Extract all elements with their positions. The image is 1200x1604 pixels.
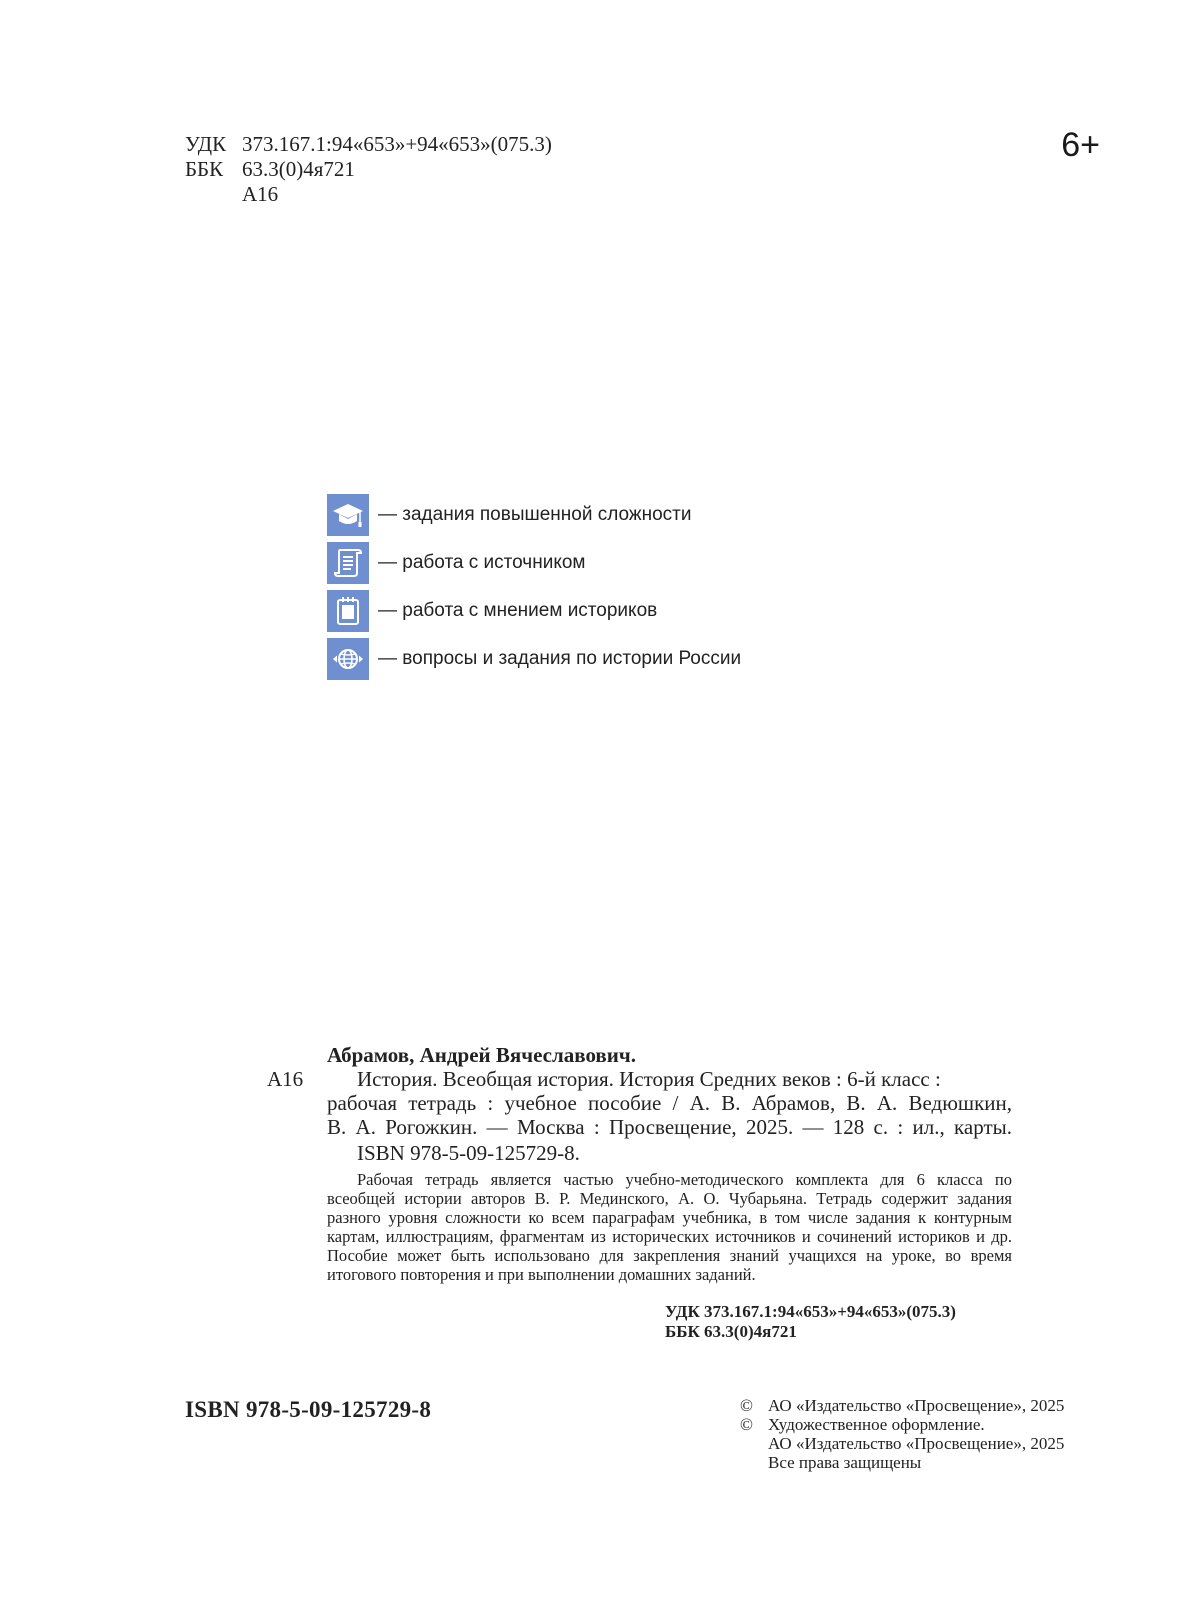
- udc-row: [185, 132, 552, 157]
- copyright-text: АО «Издательство «Просвещение», 2025: [768, 1396, 1065, 1415]
- bottom-bbk: ББК 63.3(0)4я721: [665, 1321, 797, 1341]
- bbk-row: [185, 157, 552, 182]
- notebook-icon: [327, 590, 369, 632]
- author-mark: А16: [242, 182, 279, 206]
- graduation-cap-icon: [327, 494, 369, 536]
- bottom-classification-codes: [327, 1302, 1012, 1341]
- title-line: История. Всеобщая история. История Средних веков : 6-й класс :: [357, 1067, 941, 1091]
- udc-value: 373.167.1:94«653»+94«653»(075.3): [242, 132, 552, 156]
- copyright-text: Художественное оформление.: [768, 1415, 985, 1434]
- globe-icon: [327, 638, 369, 680]
- bibliographic-record: [267, 1043, 1012, 1165]
- copyright-line-4: [740, 1453, 1064, 1472]
- title-line-row: [267, 1067, 1012, 1091]
- bottom-udc: УДК 373.167.1:94«653»+94«653»(075.3): [665, 1302, 956, 1321]
- isbn-main: ISBN 978-5-09-125729-8: [185, 1397, 432, 1422]
- bbk-label: ББК: [185, 157, 224, 181]
- classification-codes: [185, 132, 552, 207]
- description-continuation-1: рабочая тетрадь : учебное пособие / А. В. Абрамов, В. А. Ведюшкин,: [327, 1091, 1012, 1115]
- copyright-line-2: [740, 1415, 1064, 1434]
- copyright-symbol: ©: [740, 1396, 753, 1415]
- author-code: А16: [267, 1067, 304, 1091]
- copyright-text: АО «Издательство «Просвещение», 2025: [768, 1434, 1065, 1453]
- udc-label: УДК: [185, 132, 227, 156]
- legend-item-historians-opinion: [327, 590, 741, 632]
- age-rating: 6+: [1061, 126, 1100, 164]
- copyright-line-3: [740, 1434, 1064, 1453]
- bbk-value: 63.3(0)4я721: [242, 157, 355, 181]
- legend-item-advanced-tasks: [327, 494, 741, 536]
- copyright-symbol: ©: [740, 1415, 753, 1434]
- legend-item-russian-history: [327, 638, 741, 680]
- copyright-line-1: [740, 1396, 1064, 1415]
- rights-reserved: Все права защищены: [768, 1453, 922, 1472]
- legend-label: — вопросы и задания по истории России: [378, 648, 742, 669]
- scroll-document-icon: [327, 542, 369, 584]
- legend-label: — работа с источником: [378, 552, 586, 573]
- record-isbn: ISBN 978-5-09-125729-8.: [357, 1141, 580, 1165]
- legend-label: — задания повышенной сложности: [378, 504, 692, 525]
- author-name: Абрамов, Андрей Вячеславович.: [327, 1043, 636, 1067]
- legend-item-source-work: [327, 542, 741, 584]
- author-mark-row: [185, 182, 552, 207]
- description-continuation-2: В. А. Рогожкин. — Москва : Просвещение, 2025. — 128 с. : ил., карты.: [327, 1115, 1012, 1139]
- annotation: Рабочая тетрадь является частью учебно-методического комплекта для 6 класса по всеобщей истории авторов В. Р. Мединского, А. О. Чубарьяна. Тетрадь содержит задания разного уровня сложности ко всем параграфам учебника, в том числе задания к контурным картам, иллюстрациям, фрагментам из исторических источников и сочинений историков и др. Пособие может быть использовано для закрепления знаний учащихся на уроке, во время итогового повторения и при выполнении домашних заданий.: [327, 1170, 1012, 1284]
- legend-label: — работа с мнением историков: [378, 600, 658, 621]
- copyright-block: [740, 1396, 1064, 1472]
- icon-legend: [327, 494, 741, 686]
